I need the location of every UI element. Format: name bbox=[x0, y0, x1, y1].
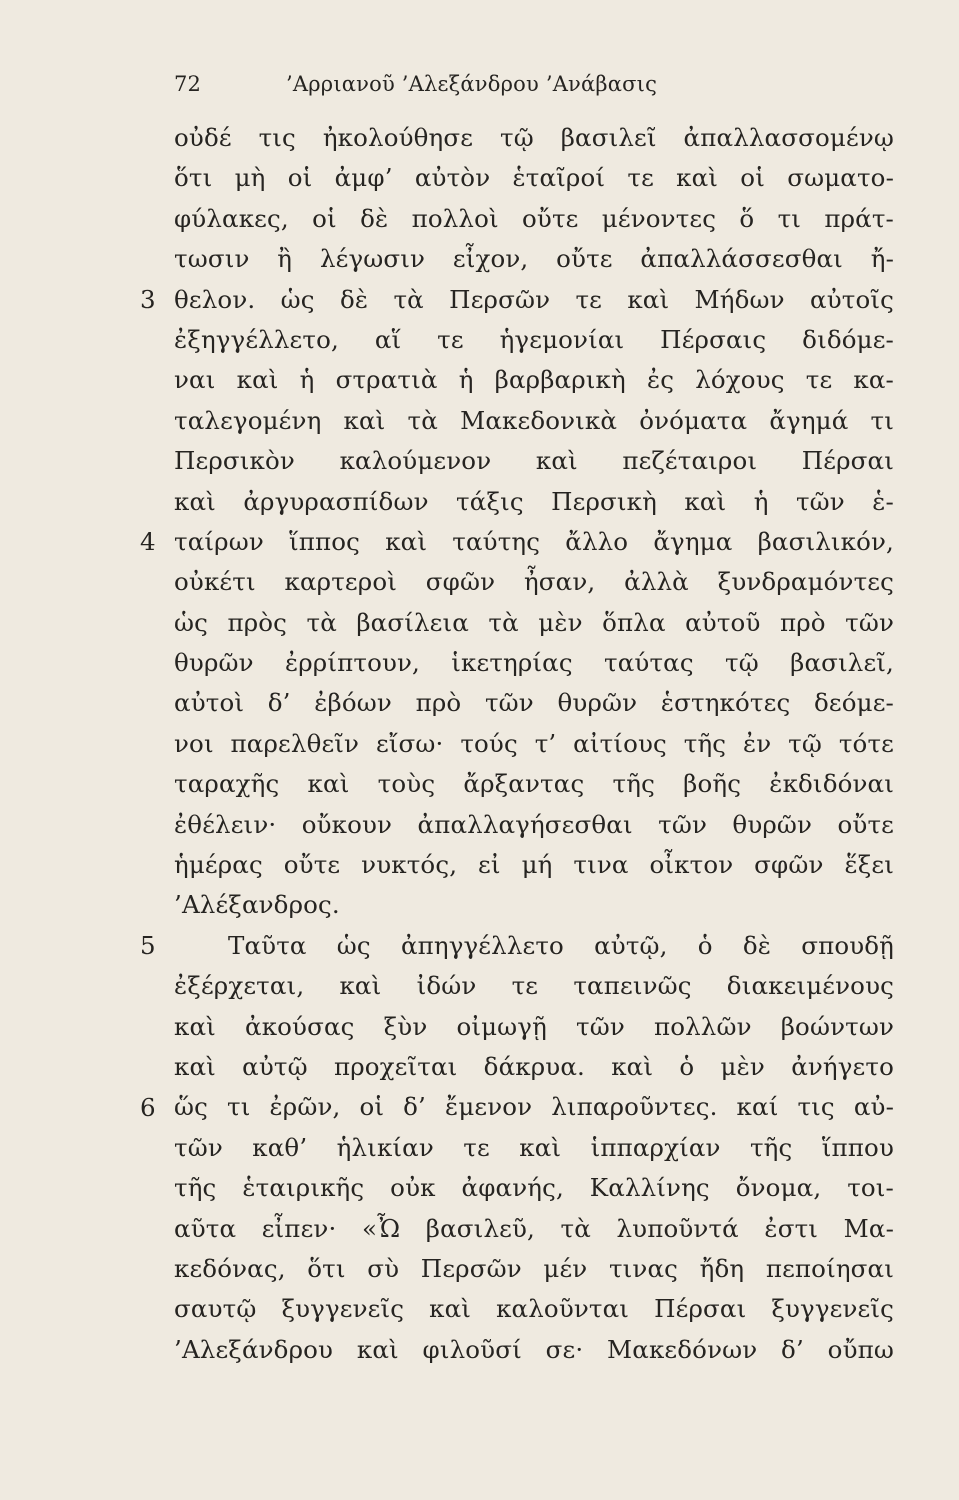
text-line: ὥς τι ἐρῶν, οἱ δ’ ἔμενον λιπαροῦντες. καί τις αὐ- bbox=[174, 1092, 894, 1122]
text-line: θυρῶν ἐρρίπτουν, ἱκετηρίας ταύτας τῷ βασιλεῖ, bbox=[174, 648, 894, 678]
text-line: νοι παρελθεῖν εἴσω· τούς τ’ αἰτίους τῆς ἐν τῷ τότε bbox=[174, 728, 894, 758]
section-number-3: 3 bbox=[140, 284, 156, 314]
section-number-4: 4 bbox=[140, 527, 156, 556]
text-line: αῦτα εἶπεν· «Ὦ βασιλεῦ, τὰ λυποῦντά ἐστι Μα- bbox=[174, 1213, 894, 1243]
running-head bbox=[174, 66, 894, 102]
text-line: κεδόνας, ὅτι σὺ Περσῶν μέν τινας ἤδη πεποίησαι bbox=[174, 1253, 894, 1283]
text-line: καὶ ἀργυρασπίδων τάξις Περσικὴ καὶ ἡ τῶν ἑ- bbox=[174, 486, 894, 516]
text-line: ὅτι μὴ οἱ ἀμφ’ αὐτὸν ἑταῖροί τε καὶ οἱ σωματο- bbox=[174, 163, 894, 193]
book-title: ’Αρριανοῦ ’Αλεξάνδρου ’Ανάβασις bbox=[286, 72, 658, 96]
text-line: οὐδέ τις ἠκολούθησε τῷ βασιλεῖ ἀπαλλασσομένῳ bbox=[174, 123, 894, 152]
text-line: τῶν καθ’ ἡλικίαν τε καὶ ἱππαρχίαν τῆς ἵππου bbox=[174, 1132, 894, 1162]
text-line: θελον. ὡς δὲ τὰ Περσῶν τε καὶ Μήδων αὐτοῖς bbox=[174, 284, 894, 314]
text-line: φύλακες, οἱ δὲ πολλοὶ οὔτε μένοντες ὅ τι πράτ- bbox=[174, 203, 894, 233]
text-line: Περσικὸν καλούμενον καὶ πεζέταιροι Πέρσαι bbox=[174, 446, 894, 476]
text-line: ναι καὶ ἡ στρατιὰ ἡ βαρβαρικὴ ἐς λόχους τε κα- bbox=[174, 365, 894, 395]
text-line: ἐθέλειν· οὔκουν ἀπαλλαγήσεσθαι τῶν θυρῶν οὔτε bbox=[174, 809, 894, 839]
text-line: ἐξηγγέλλετο, αἵ τε ἡγεμονίαι Πέρσαις διδόμε- bbox=[174, 324, 894, 354]
text-line: Ταῦτα ὡς ἀπηγγέλλετο αὐτῷ, ὁ δὲ σπουδῇ bbox=[228, 930, 894, 960]
text-line: τῆς ἑταιρικῆς οὐκ ἀφανής, Καλλίνης ὄνομα, τοι- bbox=[174, 1173, 894, 1203]
text-line: καὶ ἀκούσας ξὺν οἰμωγῇ τῶν πολλῶν βοώντων bbox=[174, 1011, 894, 1041]
section-number-5: 5 bbox=[140, 931, 156, 960]
text-line: ἐξέρχεται, καὶ ἰδών τε ταπεινῶς διακειμένους bbox=[174, 971, 894, 1001]
text-line: καὶ αὐτῷ προχεῖται δάκρυα. καὶ ὁ μὲν ἀνήγετο bbox=[174, 1051, 894, 1081]
text-line: αὐτοὶ δ’ ἐβόων πρὸ τῶν θυρῶν ἑστηκότες δεόμε- bbox=[174, 688, 894, 718]
text-line: ’Αλεξάνδρου καὶ φιλοῦσί σε· Μακεδόνων δ’ οὔπω bbox=[174, 1334, 894, 1364]
text-line: τωσιν ἢ λέγωσιν εἶχον, οὔτε ἀπαλλάσσεσθαι ἤ- bbox=[174, 244, 894, 274]
text-line: ’Αλέξανδρος. bbox=[174, 890, 340, 920]
text-line: σαυτῷ ξυγγενεῖς καὶ καλοῦνται Πέρσαι ξυγγενεῖς bbox=[174, 1294, 894, 1324]
text-line: ταλεγομένη καὶ τὰ Μακεδονικὰ ὀνόματα ἄγημά τι bbox=[174, 405, 894, 435]
text-line: οὐκέτι καρτεροὶ σφῶν ἦσαν, ἀλλὰ ξυνδραμόντες bbox=[174, 567, 894, 597]
page-number: 72 bbox=[174, 72, 202, 96]
text-line: ὡς πρὸς τὰ βασίλεια τὰ μὲν ὅπλα αὐτοῦ πρὸ τῶν bbox=[174, 607, 894, 637]
body-text bbox=[174, 118, 894, 1370]
text-line: ταίρων ἵππος καὶ ταύτης ἄλλο ἄγημα βασιλικόν, bbox=[174, 526, 894, 556]
text-line: ἡμέρας οὔτε νυκτός, εἰ μή τινα οἶκτον σφῶν ἕξει bbox=[174, 850, 894, 880]
section-number-6: 6 bbox=[140, 1092, 156, 1122]
text-line: ταραχῆς καὶ τοὺς ἄρξαντας τῆς βοῆς ἐκδιδόναι bbox=[174, 769, 894, 799]
